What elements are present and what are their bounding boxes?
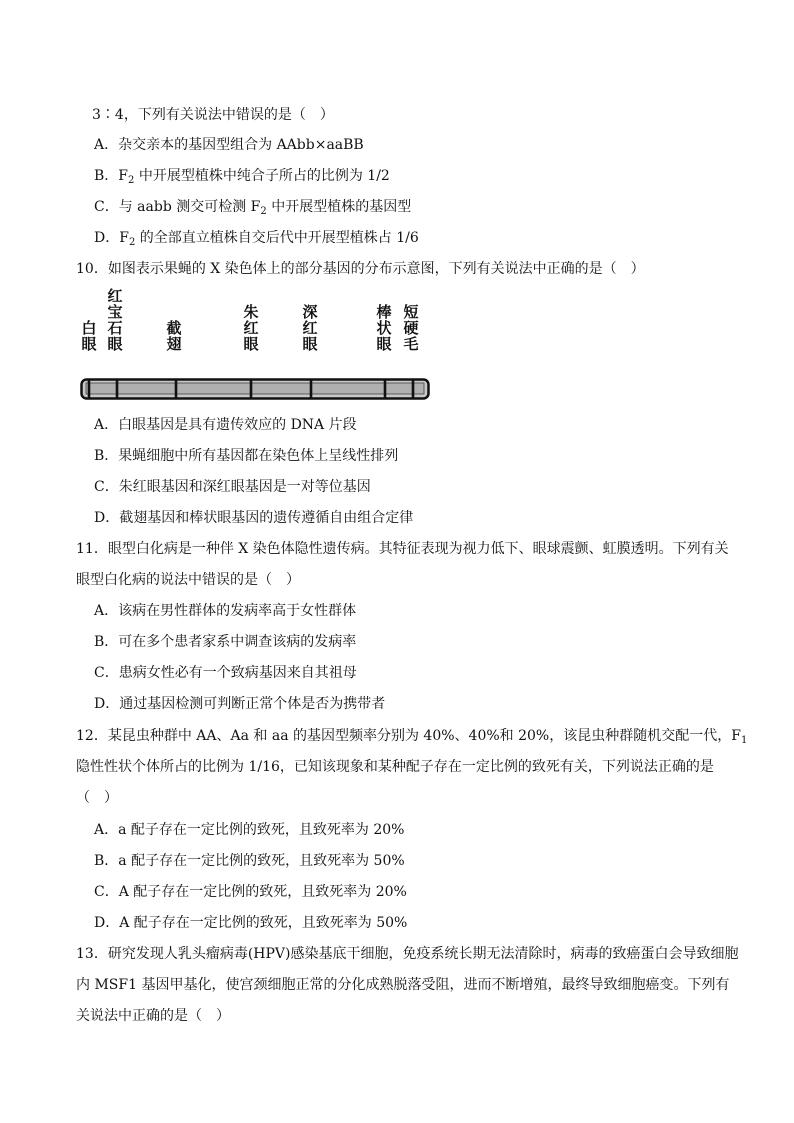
option-text: 白眼基因是具有遗传效应的 DNA 片段 — [118, 417, 357, 433]
option-text: 朱红眼基因和深红眼基因是一对等位基因 — [118, 479, 371, 495]
option-text-pre: F — [119, 230, 129, 246]
option-letter: A． — [94, 137, 119, 153]
option-letter: D． — [94, 510, 120, 526]
q10-option-d[interactable] — [94, 509, 413, 527]
q12-option-a[interactable] — [94, 821, 405, 839]
q12-option-d[interactable] — [94, 914, 407, 932]
gene-label-white-eye: 白眼 — [81, 319, 97, 353]
q9-option-a[interactable] — [94, 136, 364, 154]
option-letter: A． — [94, 417, 119, 433]
option-text: a 配子存在一定比例的致死，且致死率为 20% — [118, 822, 405, 838]
option-letter: B． — [94, 448, 119, 464]
q12-stem-line2: 隐性性状个体所占的比例为 1/16，已知该现象和某种配子存在一定比例的致死有关，下列说法正确的是 — [76, 759, 714, 775]
q11-option-a[interactable] — [94, 602, 356, 620]
gene-label-cut-wing: 截翅 — [166, 319, 182, 353]
option-letter: B． — [94, 168, 119, 184]
q10-option-c[interactable] — [94, 478, 371, 496]
option-subscript: 2 — [128, 175, 135, 186]
option-text: 果蝇细胞中所有基因都在染色体上呈线性排列 — [118, 448, 399, 464]
option-text-pre: F — [118, 168, 129, 184]
option-text-post: 中开展型植株中纯合子所占的比例为 1/2 — [134, 168, 390, 184]
option-text: 通过基因检测可判断正常个体是否为携带者 — [119, 696, 386, 712]
q13-stem-line2: 内 MSF1 基因甲基化，使宫颈细胞正常的分化成熟脱落受阻，进而不断增殖，最终导致细胞癌变。下列有 — [76, 977, 730, 993]
option-letter: A． — [94, 603, 119, 619]
option-letter: A． — [94, 822, 119, 838]
option-letter: B． — [94, 634, 119, 650]
q9-option-c[interactable] — [94, 198, 411, 216]
q11-option-b[interactable] — [94, 633, 356, 651]
option-text: 患病女性必有一个致病基因来自其祖母 — [118, 665, 357, 681]
gene-label-vermilion-eye: 朱红眼 — [243, 303, 259, 353]
q11-stem-line1: 11．眼型白化病是一种伴 X 染色体隐性遗传病。其特征表现为视力低下、眼球震颤、虹膜透明。下列有关 — [76, 541, 729, 557]
gene-label-ruby-eye: 红宝石眼 — [107, 287, 123, 353]
option-letter: D． — [94, 696, 120, 712]
q12-stem-line1 — [76, 727, 747, 745]
q9-option-b[interactable] — [94, 167, 390, 185]
q9-stem-tail: 3∶4，下列有关说法中错误的是（ ） — [92, 107, 334, 123]
option-text-post: 的全部直立植株自交后代中开展型植株占 1/6 — [135, 230, 419, 246]
q12-subscript: 1 — [740, 735, 748, 746]
option-subscript: 2 — [260, 206, 267, 217]
option-text: 可在多个患者家系中调查该病的发病率 — [118, 634, 357, 650]
q12-option-b[interactable] — [94, 852, 405, 870]
q12-option-c[interactable] — [94, 883, 407, 901]
option-text: 该病在男性群体的发病率高于女性群体 — [118, 603, 357, 619]
option-text: A 配子存在一定比例的致死，且致死率为 50% — [119, 915, 408, 931]
q12-stem-line3: （ ） — [76, 790, 118, 806]
option-subscript: 2 — [128, 237, 136, 248]
q12-stem-line1-text: 12．某昆虫种群中 AA、Aa 和 aa 的基因型频率分别为 40%、40%和 20%，该昆虫种群随机交配一代，F — [76, 728, 741, 744]
option-letter: C． — [94, 884, 119, 900]
option-text: 杂交亲本的基因型组合为 AAbb×aaBB — [118, 137, 364, 153]
q11-option-d[interactable] — [94, 695, 385, 713]
option-text-pre: 与 aabb 测交可检测 F — [118, 199, 261, 215]
option-text-post: 中开展型植株的基因型 — [266, 199, 412, 215]
option-letter: B． — [94, 853, 119, 869]
option-letter: C． — [94, 665, 119, 681]
q10-stem: 10．如图表示果蝇的 X 染色体上的部分基因的分布示意图，下列有关说法中正确的是（ ） — [76, 261, 645, 277]
gene-label-short-bristle: 短硬毛 — [403, 303, 419, 353]
option-letter: D． — [94, 915, 120, 931]
option-text: 截翅基因和棒状眼基因的遗传遵循自由组合定律 — [119, 510, 414, 526]
q10-option-a[interactable] — [94, 416, 357, 434]
q13-stem-line1: 13．研究发现人乳头瘤病毒(HPV)感染基底干细胞，免疫系统长期无法清除时，病毒的致癌蛋白会导致细胞 — [76, 946, 739, 962]
q9-option-d[interactable] — [94, 229, 419, 247]
option-text: A 配子存在一定比例的致死，且致死率为 20% — [118, 884, 407, 900]
q11-option-c[interactable] — [94, 664, 357, 682]
q10-option-b[interactable] — [94, 447, 398, 465]
q11-stem-line2: 眼型白化病的说法中错误的是（ ） — [76, 572, 300, 588]
option-letter: D． — [94, 230, 120, 246]
gene-label-bar-eye: 棒状眼 — [376, 303, 392, 353]
q13-stem-line3: 关说法中正确的是（ ） — [76, 1008, 230, 1024]
x-chromosome-diagram — [80, 378, 432, 402]
gene-label-carmine-eye: 深红眼 — [302, 303, 318, 353]
option-letter: C． — [94, 479, 119, 495]
chromosome-inner-band — [86, 383, 424, 394]
option-text: a 配子存在一定比例的致死，且致死率为 50% — [118, 853, 405, 869]
option-letter: C． — [94, 199, 119, 215]
